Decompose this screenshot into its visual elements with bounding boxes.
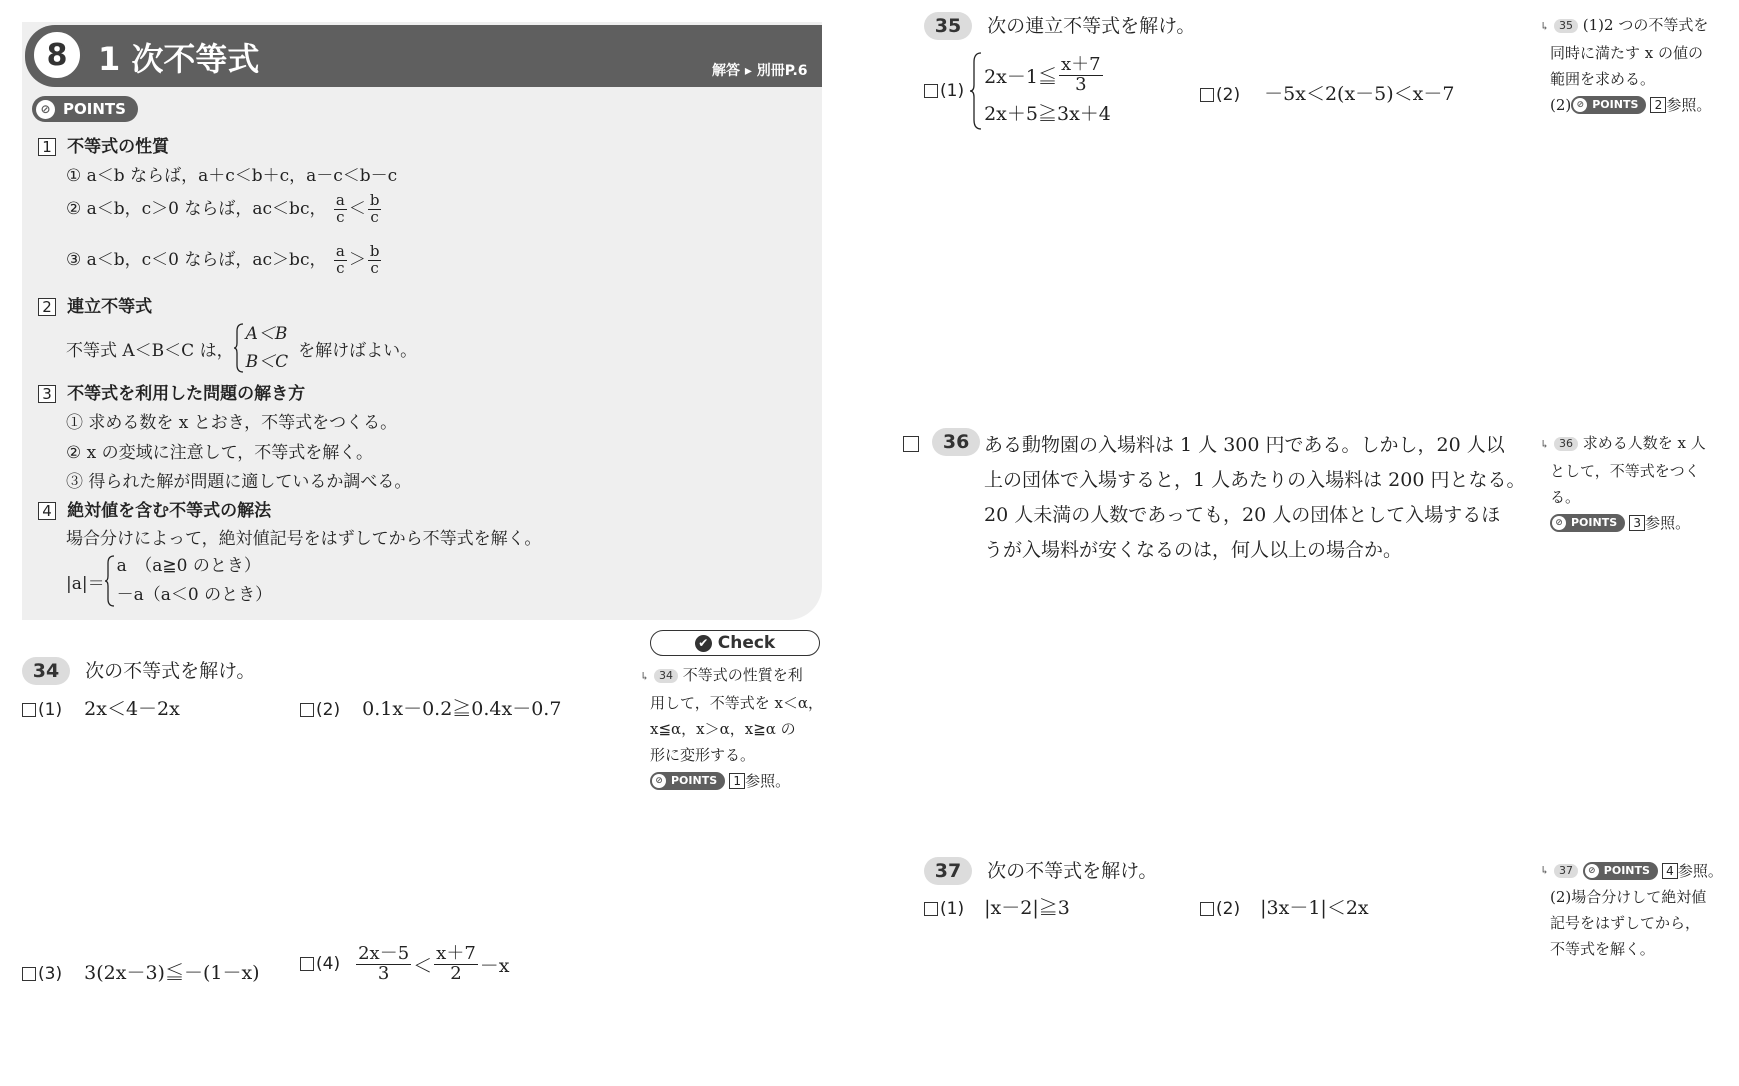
answer-reference: 解答 ▸ 別冊P.6 (712, 63, 808, 79)
pencil-icon: ⊘ (652, 774, 666, 788)
point-item-3-heading: 3 不等式を利用した問題の解き方 (38, 379, 305, 404)
pencil-icon: ⊘ (36, 100, 55, 119)
checkbox[interactable] (1200, 88, 1214, 102)
arrow-icon: ↳ (1540, 438, 1550, 451)
point-item-title: 絶対値を含む不等式の解法 (67, 501, 272, 521)
point-item-title: 不等式を利用した問題の解き方 (67, 384, 306, 404)
checkbox[interactable] (903, 436, 919, 452)
pencil-icon: ⊘ (1552, 516, 1566, 530)
hint-34: ↳ 34 不等式の性質を利 用して，不等式を x＜α， x≦α，x＞α，x≧α の 形に変形する。 ⊘ POINTS 1 参照。 (640, 666, 824, 790)
method-step-1: ① 求める数を x とおき，不等式をつくる。 (66, 413, 398, 433)
points-label: ⊘ POINTS (32, 96, 138, 122)
checkbox[interactable] (300, 703, 314, 717)
method-step-3: ③ 得られた解が問題に適しているか調べる。 (66, 472, 412, 492)
problem-35-heading (924, 11, 1195, 40)
system-rule: 不等式 A＜B＜C は， A＜B B＜C を解けばよい。 (66, 324, 418, 372)
problem-number: 37 (924, 857, 972, 885)
problem-34-q1[interactable]: (1) 2x＜4－2x (22, 694, 180, 721)
pencil-icon: ⊘ (1573, 98, 1587, 112)
checkbox[interactable] (22, 967, 36, 981)
section-number: 8 (31, 29, 83, 81)
arrow-icon: ↳ (1540, 864, 1550, 877)
problem-number: 35 (924, 12, 972, 40)
checkbox[interactable] (924, 84, 938, 98)
property-line-3: ③ a＜b，c＜0 ならば，ac＞bc， $\frac{a}{c}$ ＞ $\frac{b}{c}$ (66, 242, 380, 277)
problem-36-text: ある動物園の入場料は 1 人 300 円である。しかし，20 人以 上の団体で入場すると，1 人あたりの入場料は 200 円となる。 20 人未満の人数であっても，20 人の団体として入場するほ うが入場料が安くなるのは，何人以上の場合か。 (984, 434, 1526, 561)
problem-37-q2[interactable]: (2) |3x－1|＜2x (1200, 893, 1369, 920)
problem-stem: 次の不等式を解け。 (85, 660, 256, 682)
problem-37-q1[interactable]: (1) |x－2|≧3 (924, 893, 1070, 920)
arrow-icon: ↳ (1540, 20, 1550, 33)
problem-number: 36 (932, 428, 980, 456)
checkbox[interactable] (1200, 902, 1214, 916)
property-line-1: ① a＜b ならば，a＋c＜b＋c，a－c＜b－c (66, 166, 398, 186)
point-item-title: 連立不等式 (67, 297, 153, 317)
problem-37-heading (924, 856, 1157, 885)
checkbox[interactable] (300, 957, 314, 971)
point-item-2-heading: 2 連立不等式 (38, 292, 152, 317)
problem-34-heading (22, 656, 255, 685)
property-line-2: ② a＜b，c＞0 ならば，ac＜bc， $\frac{a}{c}$ ＜ $\frac{b}{c}$ (66, 191, 380, 226)
problem-34-q2[interactable]: (2) 0.1x－0.2≧0.4x－0.7 (300, 694, 561, 721)
abs-rule-text: 場合分けによって，絶対値記号をはずしてから不等式を解く。 (66, 529, 542, 549)
pencil-icon: ⊘ (1585, 864, 1599, 878)
problem-stem: 次の不等式を解け。 (987, 860, 1158, 882)
hint-36: ↳ 36 求める人数を x 人 として，不等式をつく る。 ⊘ POINTS 3 参照。 (1540, 434, 1706, 532)
arrow-icon: ↳ (640, 670, 650, 683)
problem-35-q2[interactable]: (2) －5x＜2(x－5)＜x－7 (1200, 79, 1454, 106)
problem-34-q4[interactable]: (4) $\frac{2x-5}{3}$ ＜ $\frac{x+7}{2}$ －x (300, 945, 510, 984)
brace-icon (105, 555, 115, 607)
point-item-title: 不等式の性質 (67, 137, 170, 157)
checkbox[interactable] (22, 703, 36, 717)
method-step-2: ② x の変域に注意して，不等式を解く。 (66, 443, 373, 463)
abs-definition: |a|＝ a （a≧0 のとき） －a（a＜0 のとき） (66, 556, 273, 605)
hint-35: ↳ 35 (1)2 つの不等式を 同時に満たす x の値の 範囲を求める。 (2) ⊘ POINTS 2 参照。 (1540, 16, 1712, 114)
brace-icon (234, 323, 244, 373)
section-title: 1 次不等式 (98, 40, 260, 78)
checkmark-icon: ✔ (695, 635, 712, 652)
hint-37: ↳ 37 ⊘ POINTS 4 参照。 (2)場合分けして絶対値 記号をはずしてから， 不等式を解く。 (1540, 858, 1735, 962)
problem-35-q1[interactable]: (1) 2x－1≦ $\frac{x+7}{3}$ 2x＋5≧3x＋4 (924, 52, 1111, 130)
point-item-4-heading: 4 絶対値を含む不等式の解法 (38, 496, 271, 521)
point-item-1-heading: 1 不等式の性質 (38, 132, 169, 157)
problem-number: 34 (22, 657, 70, 685)
checkbox[interactable] (924, 902, 938, 916)
check-label: ✔ Check (650, 630, 820, 656)
problem-34-q3[interactable]: (3) 3(2x－3)≦－(1－x) (22, 958, 260, 985)
brace-icon (970, 52, 982, 130)
problem-36-heading[interactable] (903, 428, 980, 456)
problem-stem: 次の連立不等式を解け。 (987, 15, 1196, 37)
